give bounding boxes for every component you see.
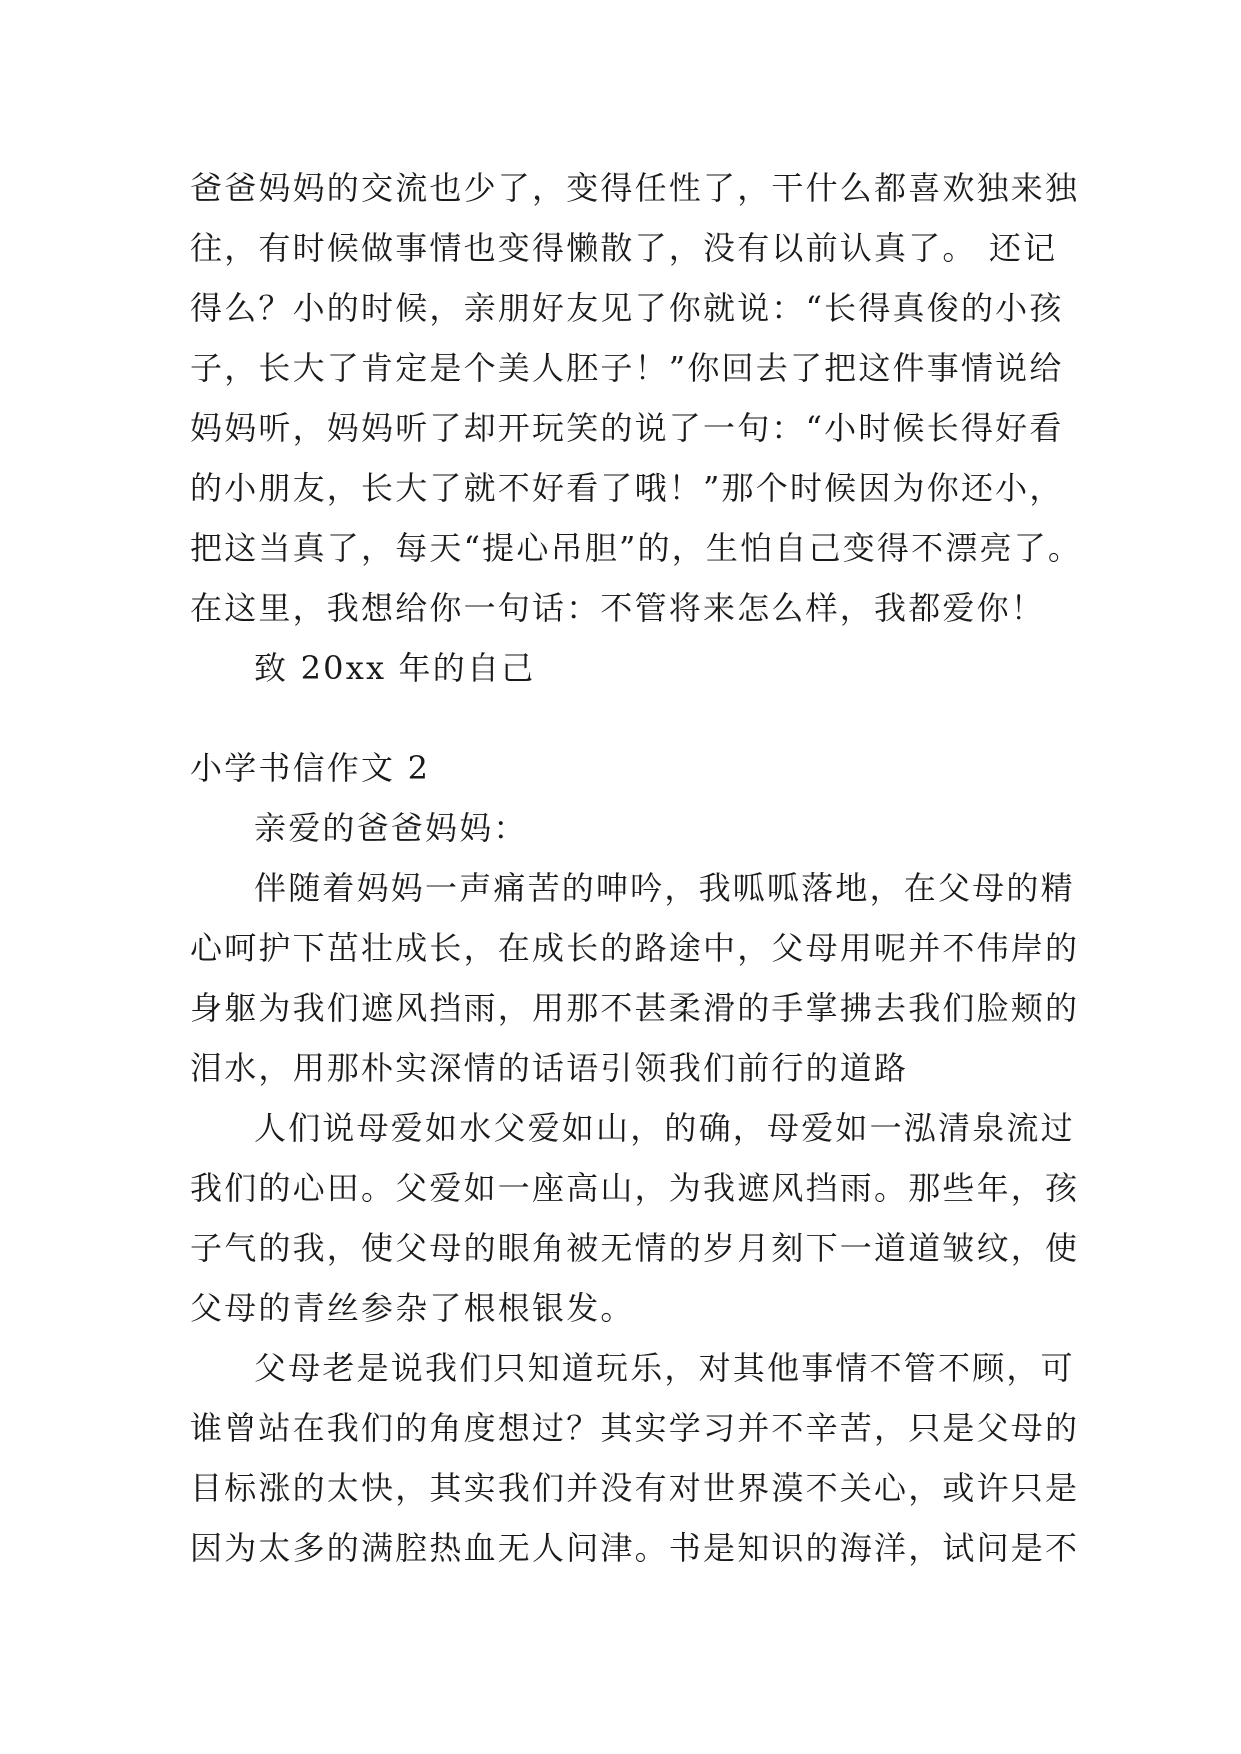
body-line: 子气的我，使父母的眼角被无情的岁月刻下一道道皱纹，使 [190,1229,1080,1267]
body-line: 妈妈听，妈妈听了却开玩笑的说了一句：“小时候长得好看 [190,409,1064,447]
body-line: 的小朋友，长大了就不好看了哦！”那个时候因为你还小， [190,469,1064,507]
body-line: 心呵护下茁壮成长，在成长的路途中，父母用呢并不伟岸的 [190,929,1080,967]
body-line: 谁曾站在我们的角度想过？其实学习并不辛苦，只是父母的 [190,1409,1080,1447]
signature: 致 20xx 年的自己 [254,649,536,687]
body-line: 往，有时候做事情也变得懒散了，没有以前认真了。 还记 [190,229,1058,267]
body-line: 把这当真了，每天“提心吊胆”的，生怕自己变得不漂亮了。 [190,529,1083,567]
body-line: 得么？小的时候，亲朋好友见了你就说：“长得真俊的小孩 [190,289,1064,327]
body-line: 身躯为我们遮风挡雨，用那不甚柔滑的手掌拂去我们脸颊的 [190,989,1080,1027]
body-line: 人们说母爱如水父爱如山，的确，母爱如一泓清泉流过 [254,1109,1075,1147]
body-line: 我们的心田。父爱如一座高山，为我遮风挡雨。那些年，孩 [190,1169,1080,1207]
body-line: 在这里，我想给你一句话：不管将来怎么样，我都爱你！ [190,589,1046,627]
body-line: 父母老是说我们只知道玩乐，对其他事情不管不顾，可 [254,1349,1075,1387]
body-line: 泪水，用那朴实深情的话语引领我们前行的道路 [190,1049,909,1087]
section-title: 小学书信作文 2 [190,749,431,787]
body-line: 父母的青丝参杂了根根银发。 [190,1289,635,1327]
body-line: 爸爸妈妈的交流也少了，变得任性了，干什么都喜欢独来独 [190,169,1080,207]
body-line: 目标涨的太快，其实我们并没有对世界漠不关心，或许只是 [190,1469,1080,1507]
greeting: 亲爱的爸爸妈妈： [254,809,528,847]
body-line: 伴随着妈妈一声痛苦的呻吟，我呱呱落地，在父母的精 [254,869,1075,907]
body-line: 子，长大了肯定是个美人胚子！”你回去了把这件事情说给 [190,349,1064,387]
body-line: 因为太多的满腔热血无人问津。书是知识的海洋，试问是不 [190,1529,1080,1567]
